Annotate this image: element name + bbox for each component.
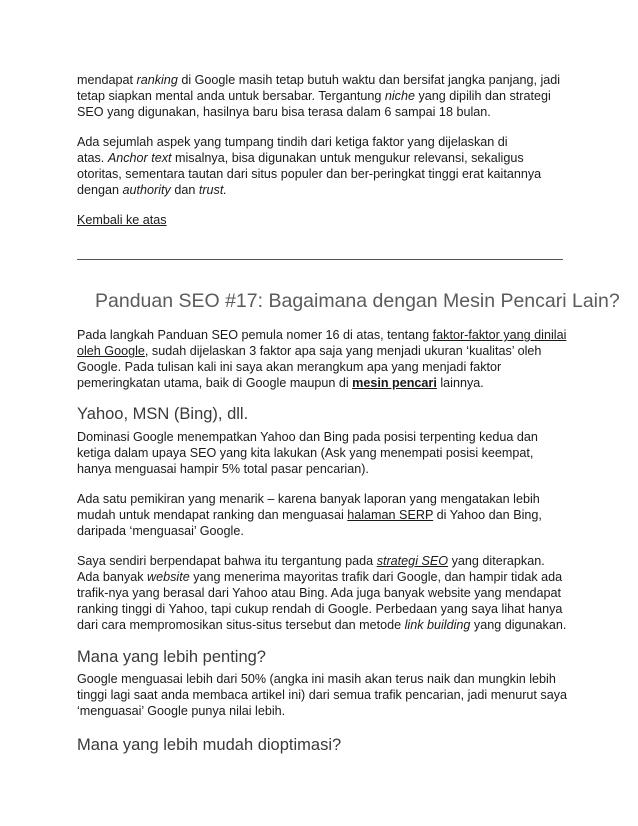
link-halaman-serp[interactable]: halaman SERP bbox=[347, 508, 434, 522]
text: ranking tinggi di Yahoo, tapi cukup rendah di Google. Perbedaan yang saya lihat hanya bbox=[77, 602, 563, 616]
link-oleh-google[interactable]: oleh Google bbox=[77, 344, 145, 358]
text: atas. bbox=[77, 151, 108, 165]
text: daripada ‘menguasai’ Google. bbox=[77, 524, 244, 538]
text: Ada banyak bbox=[77, 570, 148, 584]
paragraph-google-share bbox=[77, 671, 567, 719]
text: Dominasi Google menempatkan Yahoo dan Bing pada posisi terpenting kedua dan bbox=[77, 430, 538, 444]
paragraph-ranking bbox=[77, 72, 567, 120]
text: di Yahoo dan Bing, bbox=[433, 508, 542, 522]
text: otoritas, sementara tautan dari situs populer dan ber-peringkat tinggi erat kaitannya bbox=[77, 167, 542, 181]
text: pemeringkatan utama, baik di Google maupun di bbox=[77, 376, 353, 390]
horizontal-divider bbox=[77, 259, 563, 260]
back-to-top-link[interactable]: Kembali ke atas bbox=[77, 213, 167, 227]
text: yang digunakan. bbox=[470, 618, 567, 632]
text: Saya sendiri berpendapat bahwa itu tergantung pada bbox=[77, 554, 377, 568]
section-heading-main: Panduan SEO #17: Bagaimana dengan Mesin Pencari Lain? bbox=[95, 290, 620, 312]
text: di Google masih tetap butuh waktu dan bersifat jangka panjang, jadi bbox=[177, 73, 561, 87]
text: Ada sejumlah aspek yang tumpang tindih dari ketiga faktor yang dijelaskan di bbox=[77, 135, 508, 149]
paragraph-overlap bbox=[77, 134, 567, 198]
italic-term: authority bbox=[122, 183, 171, 197]
text: SEO yang digunakan, hasilnya baru bisa terasa dalam 6 sampai 18 bulan. bbox=[77, 105, 491, 119]
text: trafik-nya yang berasal dari Yahoo atau Bing. Ada juga banyak website yang mendapat bbox=[77, 586, 562, 600]
text: dan bbox=[170, 183, 199, 197]
text: mendapat bbox=[77, 73, 137, 87]
paragraph-pendapat bbox=[77, 553, 567, 633]
italic-term: website bbox=[147, 570, 190, 584]
text: , sudah dijelaskan 3 faktor apa saja yang menjadi ukuran ‘kualitas’ oleh bbox=[144, 344, 542, 358]
text: yang menerima mayoritas trafik dari Google, dan hampir tidak ada bbox=[189, 570, 563, 584]
text: hanya menguasai hampir 5% total pasar pencarian). bbox=[77, 462, 369, 476]
paragraph-pemikiran bbox=[77, 491, 567, 539]
text: Ada satu pemikiran yang menarik – karena banyak laporan yang mengatakan lebih bbox=[77, 492, 540, 506]
text: Google menguasai lebih dari 50% (angka ini masih akan terus naik dan mungkin lebih bbox=[77, 672, 556, 686]
italic-term: ranking bbox=[136, 73, 178, 87]
link-strategi-seo[interactable]: strategi SEO bbox=[376, 554, 449, 568]
text: lainnya. bbox=[436, 376, 484, 390]
text: Pada langkah Panduan SEO pemula nomer 16 di atas, tentang bbox=[77, 328, 433, 342]
text: misalnya, bisa digunakan untuk mengukur relevansi, sekaligus bbox=[171, 151, 524, 165]
paragraph-intro bbox=[77, 327, 567, 391]
italic-term: niche bbox=[384, 89, 415, 103]
paragraph-dominasi bbox=[77, 429, 567, 477]
text: ketiga dalam upaya SEO yang kita lakukan (Ask yang menempati posisi keempat, bbox=[77, 446, 534, 460]
text: tinggi lagi saat anda membaca artikel ini) dari semua trafik pencarian, jadi menurut saya bbox=[77, 688, 568, 702]
back-to-top-paragraph bbox=[77, 212, 567, 228]
text: tetap siapkan mental anda untuk bersabar. Tergantung bbox=[77, 89, 385, 103]
text: dari cara mempromosikan situs-situs tersebut dan metode bbox=[77, 618, 405, 632]
text: yang dipilih dan strategi bbox=[414, 89, 551, 103]
italic-term: trust. bbox=[198, 183, 227, 197]
link-faktor[interactable]: faktor-faktor yang dinilai bbox=[432, 328, 567, 342]
italic-term: link building bbox=[404, 618, 471, 632]
heading-lebih-penting: Mana yang lebih penting? bbox=[77, 648, 266, 666]
italic-term: Anchor text bbox=[107, 151, 172, 165]
text: dengan bbox=[77, 183, 123, 197]
text: mudah untuk mendapat ranking dan menguasai bbox=[77, 508, 348, 522]
text: ‘menguasai’ Google punya nilai lebih. bbox=[77, 704, 286, 718]
link-mesin-pencari[interactable]: mesin pencari bbox=[352, 376, 437, 390]
text: yang diterapkan. bbox=[448, 554, 545, 568]
text: Google. Pada tulisan kali ini saya akan merangkum apa yang menjadi faktor bbox=[77, 360, 502, 374]
heading-lebih-mudah: Mana yang lebih mudah dioptimasi? bbox=[77, 736, 342, 754]
heading-yahoo: Yahoo, MSN (Bing), dll. bbox=[77, 405, 249, 423]
